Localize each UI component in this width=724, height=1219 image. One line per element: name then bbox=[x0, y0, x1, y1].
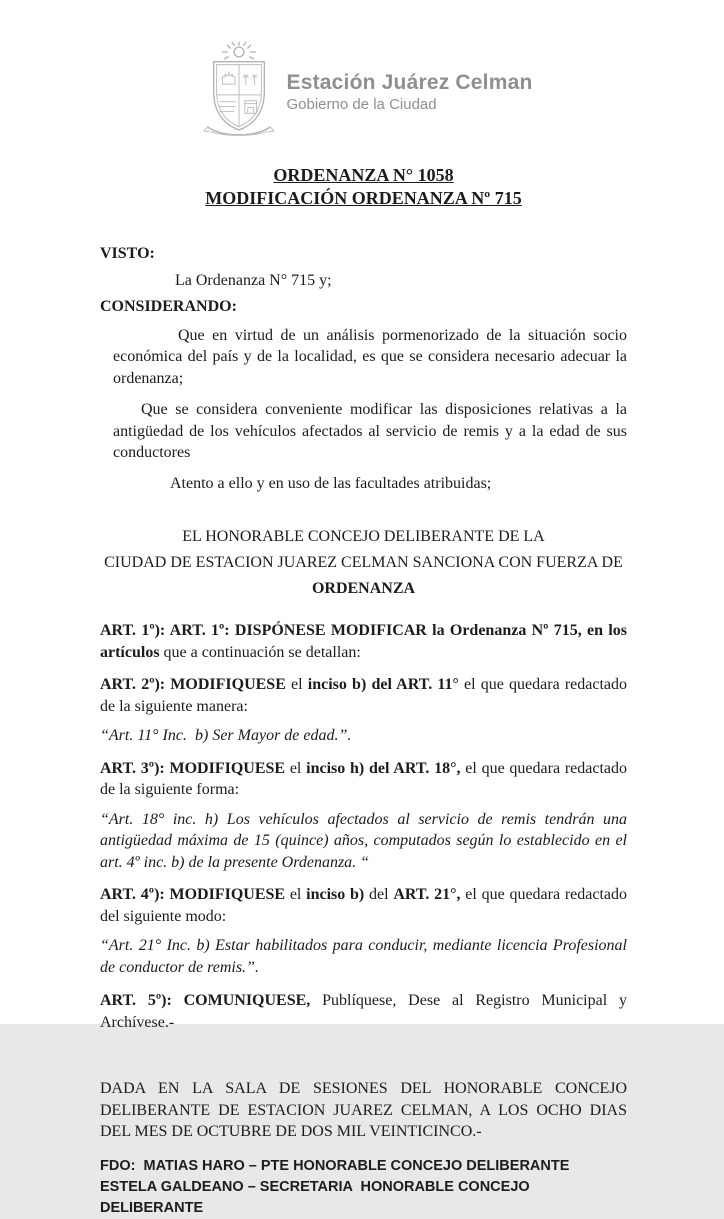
article-5-bold: ART. 5º): COMUNIQUESE, bbox=[100, 992, 311, 1009]
article-4-quote: “Art. 21° Inc. b) Estar habilitados para conducir, mediante licencia Profesional de conductor de remis.”. bbox=[100, 937, 631, 976]
article-4-bold: ART. 4º): MODIFIQUESE bbox=[100, 886, 286, 903]
logo-text-block bbox=[287, 71, 533, 113]
visto-label: VISTO: bbox=[100, 245, 155, 262]
article-3-text-2: el que quedara redactado de la siguiente forma: bbox=[100, 759, 627, 798]
article-4-bold-3: ART. 21°, bbox=[393, 886, 461, 903]
article-1-bold: ART. 1º): ART. 1º: DISPÓNESE MODIFICAR la Ordenanza Nº 715, en los artículos bbox=[100, 622, 627, 661]
article-4-text-3: el que quedara redactado del siguiente modo: bbox=[100, 886, 628, 925]
article-3-quote: “Art. 18° inc. h) Los vehículos afectados al servicio de remis tendrán una antigüedad máxima de 15 (quince) años, computados según lo establecido en el art. 4º inc. b) de la presente Ordenanza. “ bbox=[100, 810, 631, 871]
signature-secretary: ESTELA GALDEANO – SECRETARIA HONORABLE CONCEJO DELIBERANTE bbox=[100, 1178, 534, 1216]
logo-subtitle: Gobierno de la Ciudad bbox=[286, 96, 437, 113]
article-5 bbox=[100, 990, 627, 1033]
sanction-line-3: ORDENANZA bbox=[311, 580, 416, 597]
logo-city-name: Estación Juárez Celman bbox=[286, 71, 533, 94]
city-header bbox=[106, 44, 627, 140]
article-3-bold-2: inciso h) del ART. 18°, bbox=[306, 759, 461, 777]
city-crest-icon bbox=[201, 41, 277, 144]
article-4-text: el bbox=[285, 886, 307, 903]
signature-president: FDO: MATIAS HARO – PTE HONORABLE CONCEJO DELIBERANTE bbox=[100, 1157, 570, 1174]
article-5-text: Publíquese, Dese al Registro Municipal y Archívese.- bbox=[100, 992, 628, 1031]
article-2-text-2: el que quedara redactado de la siguiente manera: bbox=[100, 676, 628, 715]
considerando-label: CONSIDERANDO: bbox=[100, 298, 237, 315]
article-2-quote: “Art. 11° Inc. b) Ser Mayor de edad.”. bbox=[100, 727, 352, 744]
article-4-text-2: del bbox=[364, 886, 394, 903]
document-title bbox=[100, 164, 627, 210]
atento-paragraph: Atento a ello y en uso de las facultades atribuidas; bbox=[170, 474, 492, 492]
article-2-text: el bbox=[285, 676, 308, 693]
considerando-paragraph-2: Que se considera conveniente modificar las disposiciones relativas a la antigüedad de los vehículos afectados al servicio de remis y a la edad de sus conductores bbox=[113, 401, 627, 461]
article-4 bbox=[100, 884, 627, 927]
article-2 bbox=[100, 674, 627, 717]
signature-block bbox=[100, 1156, 627, 1219]
article-1-text: que a continuación se detallan: bbox=[159, 643, 361, 661]
considerando-paragraph-1: Que en virtud de un análisis pormenorizado de la situación socio económica del país y de la localidad, es que se considera necesario adecuar la ordenanza; bbox=[113, 326, 627, 387]
article-3-bold: ART. 3º): MODIFIQUESE bbox=[100, 759, 286, 777]
title-line-ordinance-number: ORDENANZA N° 1058 bbox=[273, 165, 454, 185]
article-3 bbox=[100, 758, 627, 801]
article-2-bold: ART. 2º): MODIFIQUESE bbox=[100, 676, 286, 693]
sanction-line-1: EL HONORABLE CONCEJO DELIBERANTE DE LA bbox=[182, 528, 545, 545]
article-3-text: el bbox=[285, 759, 307, 777]
title-line-modification: MODIFICACIÓN ORDENANZA Nº 715 bbox=[205, 188, 522, 208]
visto-text: La Ordenanza N° 715 y; bbox=[175, 271, 332, 289]
article-2-bold-2: inciso b) del ART. 11° bbox=[307, 676, 459, 693]
closing-paragraph: DADA EN LA SALA DE SESIONES DEL HONORABLE CONCEJO DELIBERANTE DE ESTACION JUAREZ CELMAN, A LOS OCHO DIAS DEL MES DE OCTUBRE DE DOS MIL VEINTICINCO.- bbox=[100, 1080, 627, 1140]
sanction-heading bbox=[100, 524, 627, 602]
article-1 bbox=[100, 620, 627, 663]
sanction-line-2: CIUDAD DE ESTACION JUAREZ CELMAN SANCIONA CON FUERZA DE bbox=[104, 554, 623, 571]
article-4-bold-2: inciso b) bbox=[306, 886, 365, 903]
